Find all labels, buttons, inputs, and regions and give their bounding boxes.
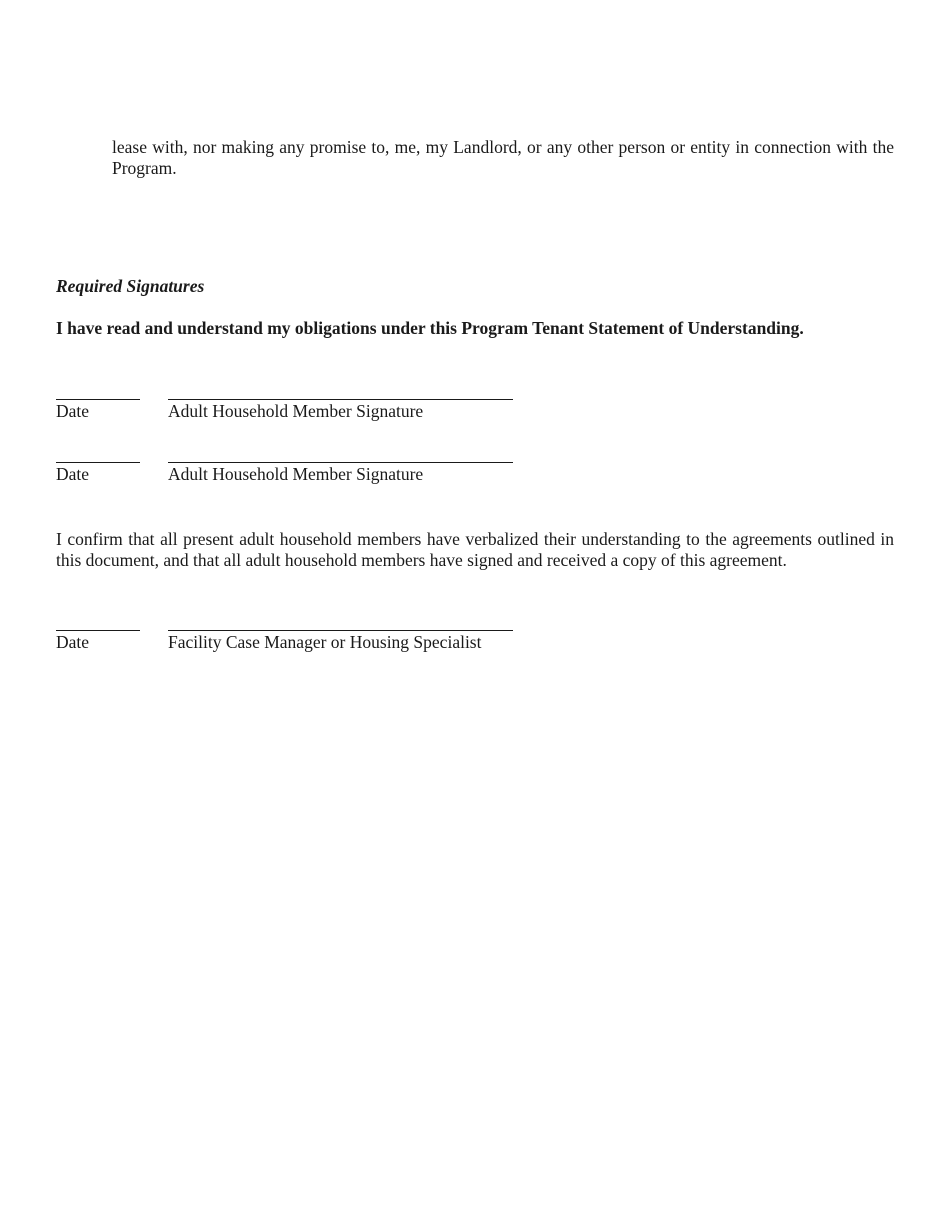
acknowledgement-statement: I have read and understand my obligations under this Program Tenant Statement of Understanding. [56, 318, 804, 338]
date-label: Date [56, 401, 90, 421]
signature-block-staff [56, 630, 516, 670]
signature-line [168, 399, 513, 400]
required-signatures-heading: Required Signatures [56, 276, 205, 296]
signature-label: Adult Household Member Signature [168, 464, 424, 484]
signature-label: Adult Household Member Signature [168, 401, 424, 421]
date-line [56, 630, 140, 631]
signature-block-adult-1 [56, 399, 516, 439]
date-label: Date [56, 464, 90, 484]
signature-line [168, 630, 513, 631]
date-line [56, 399, 140, 400]
date-label: Date [56, 632, 90, 652]
continuation-paragraph: lease with, nor making any promise to, me, my Landlord, or any other person or entity in connection with the Program. [112, 137, 894, 178]
signature-block-adult-2 [56, 462, 516, 502]
signature-label: Facility Case Manager or Housing Specialist [168, 632, 482, 652]
date-line [56, 462, 140, 463]
signature-line [168, 462, 513, 463]
confirmation-paragraph: I confirm that all present adult household members have verbalized their understanding to the agreements outlined in this document, and that all adult household members have signed and received a copy of this agreement. [56, 529, 894, 570]
